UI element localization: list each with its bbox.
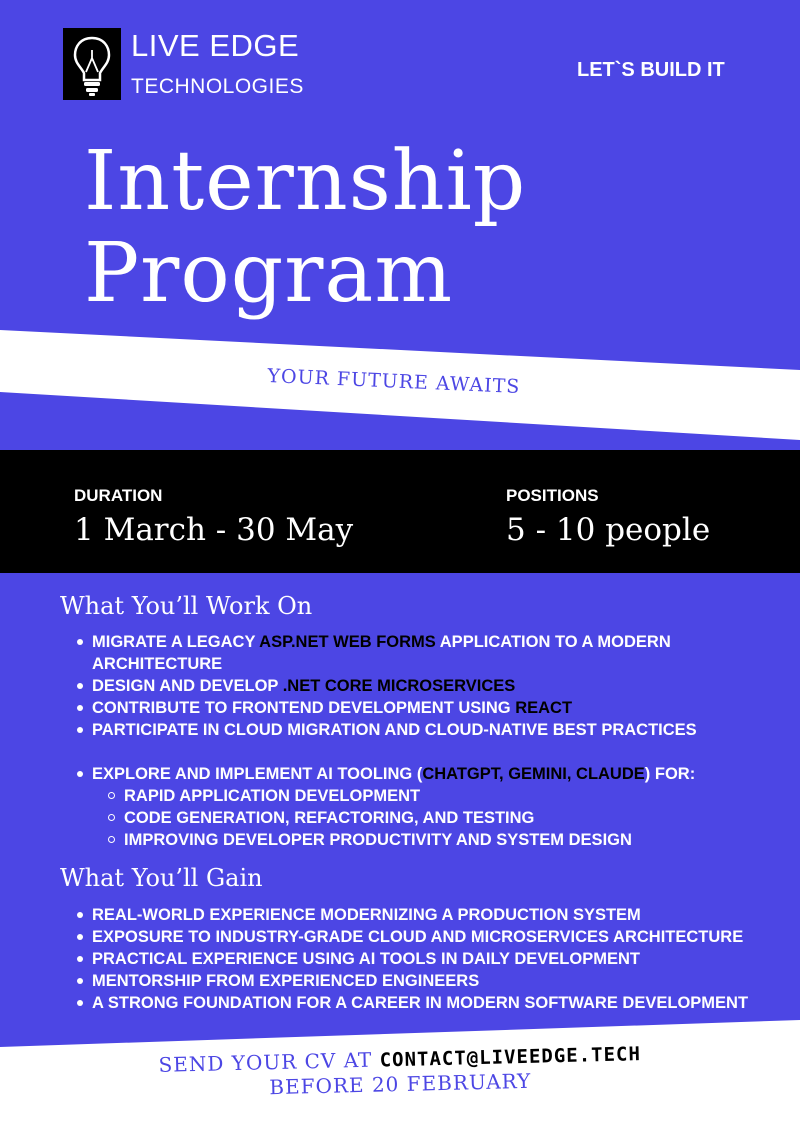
positions-label: POSITIONS: [506, 486, 599, 505]
subtitle: YOUR FUTURE AWAITS: [267, 365, 521, 399]
list-item: REAL-WORLD EXPERIENCE MODERNIZING A PRODUCTION SYSTEM: [74, 904, 774, 926]
list-item: PRACTICAL EXPERIENCE USING AI TOOLS IN DAILY DEVELOPMENT: [74, 948, 774, 970]
tagline: LET`S BUILD IT: [577, 59, 725, 81]
duration-value: 1 March - 30 May: [74, 512, 354, 548]
gain-list: [74, 904, 774, 1014]
list-item: EXPOSURE TO INDUSTRY-GRADE CLOUD AND MICROSERVICES ARCHITECTURE: [74, 926, 774, 948]
brand-name: LIVE EDGE: [131, 28, 300, 63]
list-item: MIGRATE A LEGACY ASP.NET WEB FORMS APPLICATION TO A MODERN ARCHITECTURE: [74, 631, 774, 675]
list-item: A STRONG FOUNDATION FOR A CAREER IN MODERN SOFTWARE DEVELOPMENT: [74, 992, 774, 1014]
list-item: EXPLORE AND IMPLEMENT AI TOOLING (CHATGPT, GEMINI, CLAUDE) FOR:: [74, 763, 774, 785]
lightbulb-icon: [63, 28, 121, 100]
sub-list-item: CODE GENERATION, REFACTORING, AND TESTING: [74, 807, 774, 829]
work-heading: What You’ll Work On: [60, 592, 313, 620]
brand-subtitle: TECHNOLOGIES: [131, 75, 304, 98]
list-item: PARTICIPATE IN CLOUD MIGRATION AND CLOUD-NATIVE BEST PRACTICES: [74, 719, 774, 741]
title-line-2: Program: [84, 226, 454, 321]
duration-label: DURATION: [74, 486, 163, 505]
list-item: CONTRIBUTE TO FRONTEND DEVELOPMENT USING REACT: [74, 697, 774, 719]
footer-prefix: SEND YOUR CV AT: [158, 1047, 380, 1077]
list-item: DESIGN AND DEVELOP .NET CORE MICROSERVICES: [74, 675, 774, 697]
sub-list-item: IMPROVING DEVELOPER PRODUCTIVITY AND SYSTEM DESIGN: [74, 829, 774, 851]
sub-list-item: RAPID APPLICATION DEVELOPMENT: [74, 785, 774, 807]
list-item: MENTORSHIP FROM EXPERIENCED ENGINEERS: [74, 970, 774, 992]
work-list: [74, 631, 774, 851]
gain-heading: What You’ll Gain: [60, 864, 263, 892]
title-line-1: Internship: [84, 134, 527, 229]
footer-deadline: BEFORE 20 FEBRUARY: [269, 1068, 532, 1100]
contact-email[interactable]: CONTACT@LIVEEDGE.TECH: [379, 1043, 642, 1072]
positions-value: 5 - 10 people: [506, 512, 711, 548]
